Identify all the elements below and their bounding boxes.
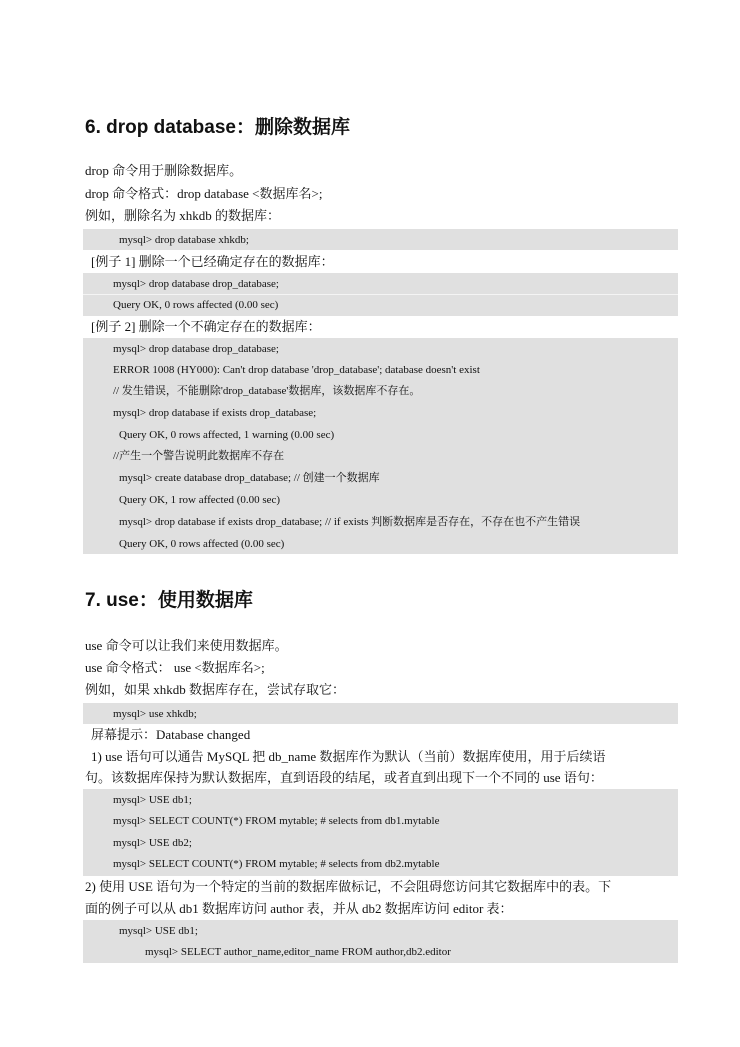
section-7-paragraph-5a: 2) 使用 USE 语句为一个特定的当前的数据库做标记，不会阻碍您访问其它数据库中的表。下 [85,879,612,894]
code-block-author-editor [83,920,678,963]
code-line: mysql> USE db2; [113,837,192,849]
code-line: mysql> use xhkdb; [113,708,197,720]
code-line: Query OK, 0 rows affected, 1 warning (0.00 sec) [119,429,335,441]
code-line: mysql> drop database drop_database; [113,278,279,290]
code-line: mysql> SELECT COUNT(*) FROM mytable; # selects from db1.mytable [113,815,440,827]
code-line: Query OK, 0 rows affected (0.00 sec) [113,299,279,311]
code-line: mysql> drop database if exists drop_database; [113,407,317,419]
code-line: mysql> SELECT author_name,editor_name FROM author,db2.editor [145,946,451,958]
code-block-example-2 [83,338,678,554]
code-line: mysql> drop database drop_database; [113,343,279,355]
code-block-use-db1-db2 [83,789,678,876]
code-line: mysql> USE db1; [113,794,192,806]
section-7-paragraph-3: 例如，如果 xhkdb 数据库存在，尝试存取它： [85,682,346,697]
section-6-paragraph-2: drop 命令格式：drop database <数据库名>; [85,186,323,201]
code-block-example-1 [83,273,678,316]
code-block-use-xhkdb [83,703,678,724]
section-6-paragraph-1: drop 命令用于删除数据库。 [85,163,243,178]
code-line: mysql> drop database xhkdb; [119,234,249,246]
code-comment: // 发生错误，不能删除'drop_database'数据库，该数据库不存在。 [113,385,421,397]
section-7-paragraph-4b: 句。该数据库保持为默认数据库，直到语段的结尾，或者直到出现下一个不同的 use 语句： [85,770,603,785]
code-block-drop-xhkdb [83,229,678,250]
code-line: mysql> drop database if exists drop_database; // if exists 判断数据库是否存在，不存在也不产生错误 [119,516,581,528]
code-line: mysql> USE db1; [119,925,198,937]
screen-prompt: 屏幕提示：Database changed [91,727,251,742]
section-7-paragraph-4a: 1) use 语句可以通告 MySQL 把 db_name 数据库作为默认（当前）数据库使用，用于后续语 [91,749,606,764]
section-7-paragraph-1: use 命令可以让我们来使用数据库。 [85,638,288,653]
code-line: Query OK, 0 rows affected (0.00 sec) [119,538,285,550]
section-6-heading: 6. drop database：删除数据库 [85,117,350,138]
example-2-label: [例子 2] 删除一个不确定存在的数据库： [91,319,321,334]
code-line: Query OK, 1 row affected (0.00 sec) [119,494,281,506]
section-7-heading: 7. use：使用数据库 [85,590,253,611]
section-7-paragraph-2: use 命令格式： use <数据库名>; [85,660,265,675]
section-7-paragraph-5b: 面的例子可以从 db1 数据库访问 author 表，并从 db2 数据库访问 editor 表： [85,901,513,916]
code-line: mysql> create database drop_database; // 创建一个数据库 [119,472,380,484]
code-comment: //产生一个警告说明此数据库不存在 [113,450,285,462]
code-divider [83,294,678,295]
code-line: ERROR 1008 (HY000): Can't drop database 'drop_database'; database doesn't exist [113,364,480,376]
section-6-paragraph-3: 例如，删除名为 xhkdb 的数据库： [85,208,281,223]
example-1-label: [例子 1] 删除一个已经确定存在的数据库： [91,254,334,269]
code-line: mysql> SELECT COUNT(*) FROM mytable; # selects from db2.mytable [113,858,440,870]
